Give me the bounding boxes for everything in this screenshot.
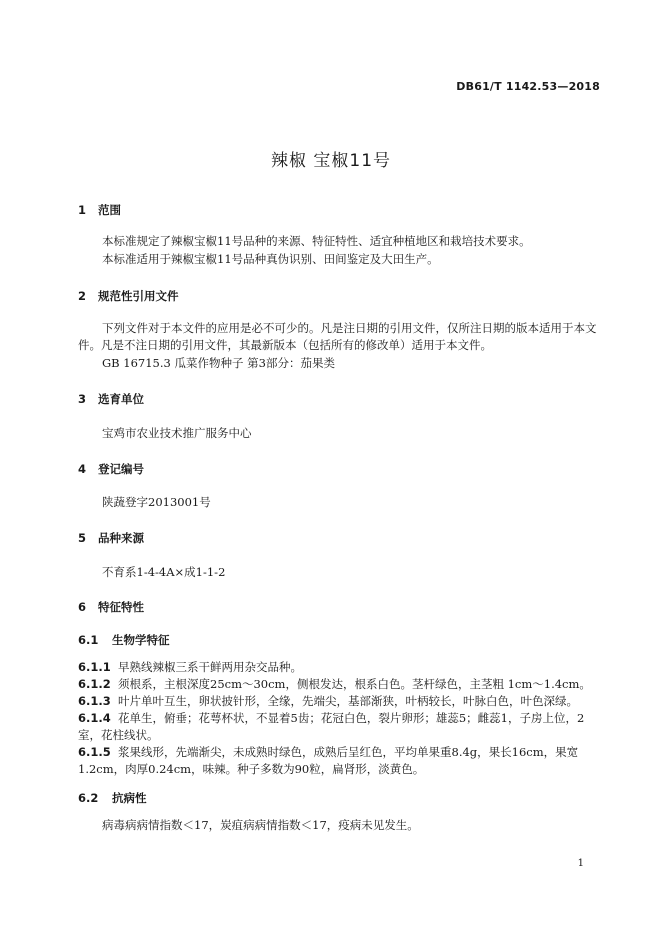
clause-number: 6.1.1	[78, 660, 111, 674]
paragraph: 本标准适用于辣椒宝椒11号品种真伪识别、田间鉴定及大田生产。	[102, 252, 439, 266]
section-title: 登记编号	[98, 462, 144, 476]
section-number: 5	[78, 531, 87, 545]
section-title: 特征特性	[98, 600, 144, 614]
clause-6-1-1	[78, 659, 598, 676]
standard-code: DB61/T 1142.53—2018	[456, 80, 600, 93]
clause-text: 花单生，俯垂；花萼杯状，不显着5齿；花冠白色，裂片卵形；雄蕊5；雌蕊1，子房上位，2室，花柱线状。	[78, 711, 585, 742]
section-2-heading	[78, 288, 179, 304]
clause-6-1-3	[78, 693, 598, 710]
paragraph: 陕蔬登字2013001号	[102, 495, 211, 509]
section-title: 范围	[98, 203, 121, 217]
paragraph: 本标准规定了辣椒宝椒11号品种的来源、特征特性、适宜种植地区和栽培技术要求。	[102, 234, 531, 248]
clause-number: 6.1.4	[78, 711, 111, 725]
paragraph: 下列文件对于本文件的应用是必不可少的。凡是注日期的引用文件，仅所注日期的版本适用于本文件。凡是不注日期的引用文件，其最新版本（包括所有的修改单）适用于本文件。	[78, 321, 597, 352]
section-1-heading	[78, 202, 121, 218]
document-title: 辣椒 宝椒11号	[270, 151, 392, 171]
section-number: 6	[78, 600, 87, 614]
section-title: 品种来源	[98, 531, 144, 545]
clause-number: 6.1.2	[78, 677, 111, 691]
section-title: 规范性引用文件	[98, 289, 179, 303]
paragraph: 病毒病病情指数＜17，炭疽病病情指数＜17，疫病未见发生。	[102, 818, 419, 832]
clause-6-1-5	[78, 744, 598, 778]
clause-number: 6.1.3	[78, 694, 111, 708]
clause-text: 须根系，主根深度25cm～30cm，侧根发达，根系白色。茎杆绿色，主茎粗 1cm～1.4cm。	[118, 677, 591, 691]
section-6-heading	[78, 599, 144, 615]
clause-6-1-4	[78, 710, 598, 744]
clause-text: 早熟线辣椒三系干鲜两用杂交品种。	[118, 660, 302, 674]
section-number: 3	[78, 392, 87, 406]
paragraph: 宝鸡市农业技术推广服务中心	[102, 426, 252, 440]
normative-reference: GB 16715.3 瓜菜作物种子 第3部分：茄果类	[102, 356, 335, 370]
section-5-heading	[78, 530, 144, 546]
section-title: 选育单位	[98, 392, 144, 406]
page-number: 1	[577, 858, 584, 869]
section-number: 4	[78, 462, 87, 476]
section-3-heading	[78, 391, 144, 407]
subsection-number: 6.2	[78, 791, 99, 805]
clause-6-1-2	[78, 676, 598, 693]
subsection-6-2-heading	[78, 790, 147, 806]
clause-number: 6.1.5	[78, 745, 111, 759]
paragraph: 不育系1-4-4A×成1-1-2	[102, 565, 226, 579]
subsection-6-1-heading	[78, 632, 170, 648]
subsection-title: 生物学特征	[112, 633, 170, 647]
section-number: 1	[78, 203, 87, 217]
clause-text: 浆果线形，先端渐尖，未成熟时绿色，成熟后呈红色，平均单果重8.4g，果长16cm，果宽1.2cm，肉厚0.24cm，味辣。种子多数为90粒，扁肾形，淡黄色。	[78, 745, 579, 776]
subsection-number: 6.1	[78, 633, 99, 647]
section-4-heading	[78, 461, 144, 477]
section-number: 2	[78, 289, 87, 303]
clause-text: 叶片单叶互生，卵状披针形，全缘，先端尖，基部渐狭，叶柄较长，叶脉白色，叶色深绿。	[118, 694, 578, 708]
subsection-title: 抗病性	[112, 791, 147, 805]
